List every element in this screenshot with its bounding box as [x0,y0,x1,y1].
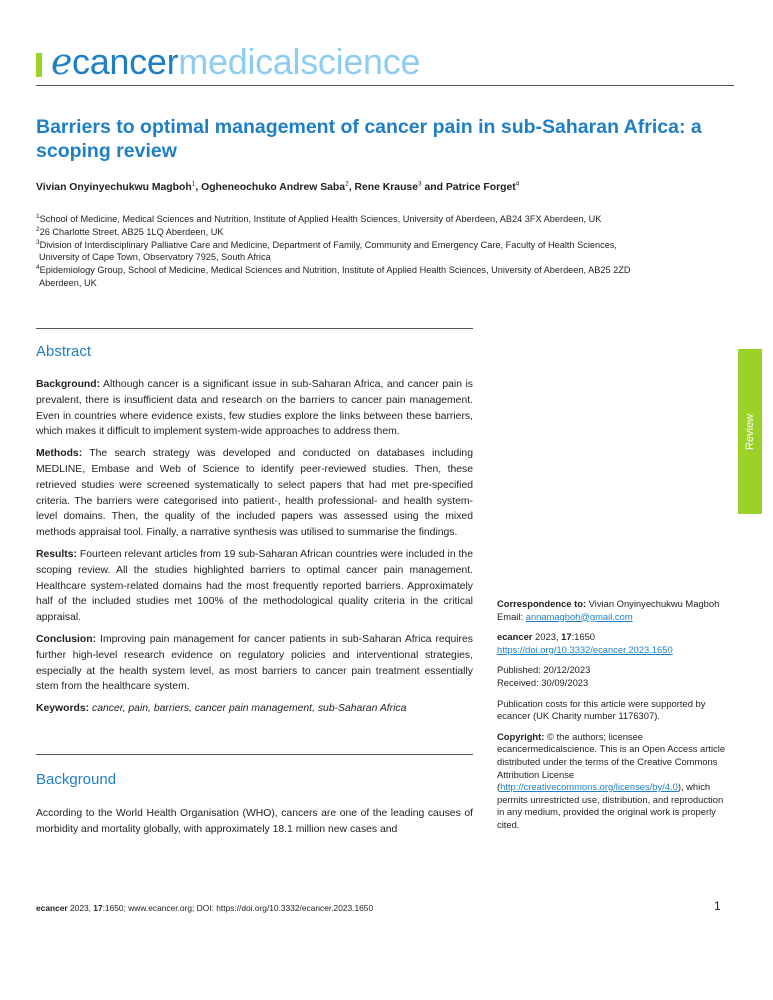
license-link[interactable]: http://creativecommons.org/licenses/by/4.0 [500,781,678,793]
doi-link[interactable]: https://doi.org/10.3332/ecancer.2023.1650 [497,643,673,655]
author-name: Vivian Onyinyechukwu Magboh [36,182,192,193]
section-divider [36,328,473,329]
abstract-results: Results: Fourteen relevant articles from 19 sub-Saharan African countries were included in the scoping review. All the studies highlighted barriers to optimal cancer pain management. Healthcare system-related domains had the most frequently reported barriers. Approximately half of the included studies met 100% of the methodological quality criteria in the critical appraisal. [36,548,473,624]
abstract-methods: Methods: The search strategy was developed and conducted on databases including MEDLINE, Embase and Web of Science to identify peer-reviewed studies. Then, these retrieved studies were screened systematically to select papers that had met pre-specified criteria. The barriers were categorised into patient-, health professional- and health system-level domains. Then, the quality of the included papers was assessed using the mixed methods appraisal tool. Finally, a narrative synthesis was utilised to summarise the findings. [36,448,473,539]
review-tab-label: Review [744,413,756,450]
logo-e: e [51,42,73,83]
article-title: Barriers to optimal management of cancer pain in sub-Saharan Africa: a scoping review [36,116,702,162]
logo-cancer: cancer [72,41,179,82]
funding-note: Publication costs for this article were supported by ecancer (UK Charity number 1176307). [497,697,706,722]
author-name: Ogheneochuko Andrew Saba [201,182,346,193]
affiliation-item: $^3$Division of Interdisciplinary Palliative Care and Medicine, Department of Family, Community and Emergency Care, Faculty of Health Sciences, University of Cape Town, Observatory 7925, South Africa [36,238,617,263]
author-name: Patrice Forget [445,182,516,193]
background-paragraph: According to the World Health Organisation (WHO), cancers are one of the leading causes of morbidity and mortality globally, with approximately 18.1 million new cases and [36,808,473,835]
abstract-heading: Abstract [36,343,92,360]
affiliation-item: $^2$26 Charlotte Street, AB25 1LQ Aberdeen, UK [36,225,224,237]
copyright-note: Copyright: © the authors; licensee ecancermedicalscience. This is an Open Access article distributed under the terms of the Creative Commons Attribution License (http://creativecommons.org/licenses/by/4.0), which permits unrestricted use, distribution, and reproduction in any medium, provided the original work is properly cited. [497,730,726,830]
author-list: Vivian Onyinyechukwu Magboh$^1$, Ogheneochuko Andrew Saba$^2$, Rene Krause$^3$ and Patrice Forget$^4$ [36,180,520,193]
citation: ecancer 2023, 17:1650 https://doi.org/10.3332/ecancer.2023.1650 [497,631,673,655]
author-name: Rene Krause [354,182,418,193]
page-number: 1 [714,899,721,913]
logo-medicalscience: medicalscience [178,41,421,82]
background-heading: Background [36,771,117,788]
abstract-conclusion: Conclusion: Improving pain management for cancer patients in sub-Saharan Africa requires further high-level research evidence on regulatory policies and interventional strategies, especially at the health system level, as most barriers to cancer pain treatment essentially stem from the healthcare system. [36,633,473,693]
journal-logo [51,40,420,85]
author-sup: 2 [345,180,349,188]
page-footer: ecancer 2023, 17:1650; www.ecancer.org; DOI: https://doi.org/10.3332/ecancer.2023.1650 [36,903,374,913]
author-sup: 1 [191,180,196,188]
affiliation-item: $^1$School of Medicine, Medical Sciences and Nutrition, Institute of Applied Health Sciences, University of Aberdeen, AB24 3FX Aberdeen, UK [36,212,602,224]
author-sup: 4 [515,180,520,188]
logo-bar [36,53,42,77]
abstract-background: Background: Although cancer is a significant issue in sub-Saharan Africa, and cancer pain is prevalent, there is insufficient data and research on the barriers to cancer pain management. Even in countries where evidence exists, few studies explore the links between these barriers, which makes it difficult to implement system-wide approaches to address them. [36,379,473,438]
author-sup: 3 [418,180,422,188]
abstract-keywords: Keywords: cancer, pain, barriers, cancer pain management, sub-Saharan Africa [36,703,407,715]
article-info-sidebar [497,598,727,840]
dates: Published: 20/12/2023 Received: 30/09/2023 [497,664,591,688]
review-section-tab [738,349,762,514]
abstract-body [36,377,473,723]
affiliation-item: $^4$Epidemiology Group, School of Medicine, Medical Sciences and Nutrition, Institute of Applied Health Sciences, University of Aberdeen, AB25 2ZD Aberdeen, UK [36,264,631,288]
header-rule [36,85,734,86]
affiliations [36,213,726,290]
correspondence: Correspondence to: Vivian Onyinyechukwu Magboh Email: annamagboh@gmail.com [497,598,720,622]
email-link[interactable]: annamagboh@gmail.com [525,610,633,622]
section-divider [36,754,473,755]
